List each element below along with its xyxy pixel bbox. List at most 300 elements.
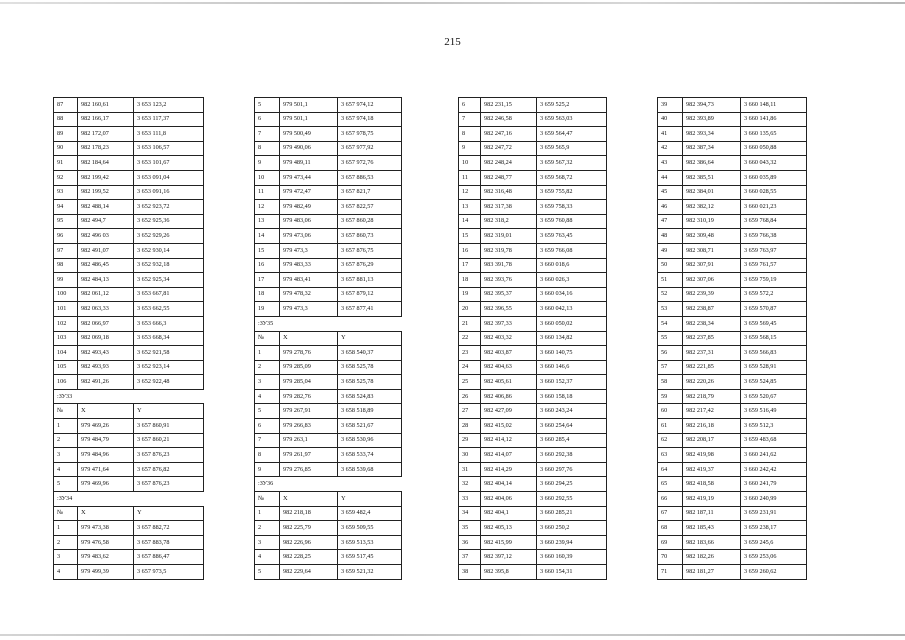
header-x: X — [78, 404, 134, 419]
table-row — [54, 214, 204, 229]
table-row — [54, 462, 204, 477]
point-number: 54 — [658, 316, 683, 331]
coordinate-y: 3 657 886,53 — [338, 170, 402, 185]
point-number: 65 — [658, 477, 683, 492]
coordinate-x: 979 473,3 — [280, 243, 338, 258]
coordinate-x: 979 285,09 — [280, 360, 338, 375]
coordinate-y: 3 657 881,13 — [338, 273, 402, 288]
coordinate-x: 982 318,2 — [481, 214, 537, 229]
coordinate-x: 982 415,99 — [481, 535, 537, 550]
table-row — [459, 492, 607, 507]
coordinate-y: 3 657 883,78 — [134, 535, 204, 550]
coordinate-x: 979 489,11 — [280, 156, 338, 171]
table-row — [658, 156, 807, 171]
point-number: 8 — [255, 141, 280, 156]
coordinate-y: 3 657 972,76 — [338, 156, 402, 171]
coordinate-y: 3 659 566,83 — [741, 346, 807, 361]
coordinate-x: 982 403,87 — [481, 346, 537, 361]
coordinate-x: 982 395,37 — [481, 287, 537, 302]
point-number: 61 — [658, 419, 683, 434]
table-row — [255, 170, 402, 185]
point-number: 32 — [459, 477, 481, 492]
coordinate-x: 982 178,23 — [78, 141, 134, 156]
coordinate-y: 3 659 525,2 — [537, 98, 607, 113]
table-row — [658, 521, 807, 536]
table-row — [255, 419, 402, 434]
point-number: 94 — [54, 200, 78, 215]
table-row — [459, 360, 607, 375]
table-row — [255, 535, 402, 550]
coordinate-x: 982 248,24 — [481, 156, 537, 171]
point-number: 2 — [255, 360, 280, 375]
table-row — [658, 462, 807, 477]
coordinate-x: 982 486,45 — [78, 258, 134, 273]
coordinate-x: 979 285,04 — [280, 375, 338, 390]
coordinate-y: 3 660 292,38 — [537, 448, 607, 463]
header-x: X — [280, 492, 338, 507]
point-number: 17 — [255, 273, 280, 288]
point-number: 98 — [54, 258, 78, 273]
coordinate-y: 3 659 513,53 — [338, 535, 402, 550]
coordinate-y: 3 658 539,68 — [338, 462, 402, 477]
coordinate-y: 3 657 877,41 — [338, 302, 402, 317]
table-row — [255, 404, 402, 419]
point-number: 69 — [658, 535, 683, 550]
table-row — [459, 229, 607, 244]
point-number: 89 — [54, 127, 78, 142]
point-number: 13 — [255, 214, 280, 229]
table-row — [255, 112, 402, 127]
coordinate-x: 982 172,07 — [78, 127, 134, 142]
coordinate-y: 3 659 512,3 — [741, 419, 807, 434]
coordinate-y: 3 659 567,32 — [537, 156, 607, 171]
coordinate-x: 979 469,96 — [78, 477, 134, 492]
coordinate-y: 3 660 285,21 — [537, 506, 607, 521]
coordinate-y: 3 659 572,2 — [741, 287, 807, 302]
point-number: 19 — [255, 302, 280, 317]
table-row — [459, 550, 607, 565]
point-number: 1 — [255, 506, 280, 521]
table-row — [658, 273, 807, 288]
table-row — [658, 433, 807, 448]
coordinate-x: 982 225,79 — [280, 521, 338, 536]
table-header-row — [54, 404, 204, 419]
point-number: 62 — [658, 433, 683, 448]
table-row — [459, 127, 607, 142]
coordinate-x: 979 478,32 — [280, 287, 338, 302]
coordinate-x: 979 278,76 — [280, 346, 338, 361]
coordinate-y: 3 660 285,4 — [537, 433, 607, 448]
table-row — [459, 521, 607, 536]
section-title-row — [255, 477, 402, 492]
coordinate-x: 982 066,97 — [78, 316, 134, 331]
point-number: 3 — [255, 375, 280, 390]
header-x: X — [280, 331, 338, 346]
point-number: 9 — [459, 141, 481, 156]
coordinate-y: 3 653 101,67 — [134, 156, 204, 171]
coordinate-x: 982 229,64 — [280, 565, 338, 580]
coordinate-x: 982 160,61 — [78, 98, 134, 113]
coordinate-y: 3 652 925,36 — [134, 214, 204, 229]
table-row — [658, 419, 807, 434]
coordinate-y: 3 660 050,02 — [537, 316, 607, 331]
coordinate-y: 3 657 879,12 — [338, 287, 402, 302]
table-row — [658, 360, 807, 375]
point-number: 7 — [459, 112, 481, 127]
coordinate-x: 982 414,07 — [481, 448, 537, 463]
coordinate-x: 982 414,29 — [481, 462, 537, 477]
point-number: 18 — [459, 273, 481, 288]
coordinate-y: 3 659 231,91 — [741, 506, 807, 521]
table-row — [459, 404, 607, 419]
coordinate-y: 3 653 106,57 — [134, 141, 204, 156]
coordinate-x: 982 307,91 — [683, 258, 741, 273]
table-row — [255, 521, 402, 536]
table-row — [459, 258, 607, 273]
point-number: 4 — [54, 565, 78, 580]
coordinate-y: 3 657 876,82 — [134, 462, 204, 477]
coordinate-y: 3 659 759,19 — [741, 273, 807, 288]
point-number: 8 — [459, 127, 481, 142]
table-row — [459, 477, 607, 492]
table-row — [54, 477, 204, 492]
coordinate-y: 3 660 241,79 — [741, 477, 807, 492]
coordinate-y: 3 660 239,94 — [537, 535, 607, 550]
coordinate-y: 3 660 158,18 — [537, 389, 607, 404]
coordinate-x: 982 239,39 — [683, 287, 741, 302]
point-number: 26 — [459, 389, 481, 404]
point-number: 63 — [658, 448, 683, 463]
coordinate-x: 979 471,64 — [78, 462, 134, 477]
point-number: 91 — [54, 156, 78, 171]
coordinate-y: 3 657 876,23 — [134, 477, 204, 492]
point-number: 10 — [255, 170, 280, 185]
table-row — [54, 360, 204, 375]
coordinate-x: 982 397,33 — [481, 316, 537, 331]
coordinate-y: 3 657 876,29 — [338, 258, 402, 273]
point-number: 47 — [658, 214, 683, 229]
point-number: 97 — [54, 243, 78, 258]
coordinate-x: 982 228,25 — [280, 550, 338, 565]
coordinate-x: 979 266,83 — [280, 419, 338, 434]
table-row — [54, 550, 204, 565]
coordinate-x: 979 276,85 — [280, 462, 338, 477]
table-row — [54, 112, 204, 127]
table-row — [255, 506, 402, 521]
coordinate-y: 3 660 243,24 — [537, 404, 607, 419]
coordinate-x: 982 397,12 — [481, 550, 537, 565]
table-header-row — [255, 492, 402, 507]
coordinate-x: 982 419,19 — [683, 492, 741, 507]
table-row — [459, 287, 607, 302]
point-number: 3 — [54, 550, 78, 565]
point-number: 18 — [255, 287, 280, 302]
coordinate-y: 3 659 524,85 — [741, 375, 807, 390]
table-row — [459, 273, 607, 288]
coordinate-x: 979 501,1 — [280, 112, 338, 127]
coordinate-x: 982 404,14 — [481, 477, 537, 492]
coordinate-x: 982 404,63 — [481, 360, 537, 375]
coordinate-y: 3 657 977,92 — [338, 141, 402, 156]
coordinate-x: 982 247,16 — [481, 127, 537, 142]
header-y: Y — [338, 331, 402, 346]
coordinate-y: 3 657 974,18 — [338, 112, 402, 127]
point-number: 87 — [54, 98, 78, 113]
point-number: 20 — [459, 302, 481, 317]
table-row — [255, 214, 402, 229]
section-title-row — [54, 389, 204, 404]
table-row — [658, 448, 807, 463]
table-row — [459, 448, 607, 463]
coordinates-table — [254, 97, 402, 580]
table-row — [459, 156, 607, 171]
table-row — [255, 375, 402, 390]
coordinate-y: 3 652 923,72 — [134, 200, 204, 215]
coordinate-y: 3 660 242,42 — [741, 462, 807, 477]
table-row — [658, 565, 807, 580]
coordinate-x: 979 263,1 — [280, 433, 338, 448]
coordinates-column-2 — [254, 97, 402, 580]
coordinate-y: 3 657 973,5 — [134, 565, 204, 580]
table-row — [658, 170, 807, 185]
point-number: 90 — [54, 141, 78, 156]
point-number: 28 — [459, 419, 481, 434]
coordinate-y: 3 658 540,37 — [338, 346, 402, 361]
coordinate-y: 3 652 923,14 — [134, 360, 204, 375]
table-row — [658, 243, 807, 258]
table-row — [255, 448, 402, 463]
table-row — [255, 360, 402, 375]
table-row — [54, 521, 204, 536]
coordinate-x: 982 493,93 — [78, 360, 134, 375]
table-row — [54, 200, 204, 215]
coordinate-x: 982 247,72 — [481, 141, 537, 156]
coordinate-x: 982 217,42 — [683, 404, 741, 419]
point-number: 3 — [255, 535, 280, 550]
point-number: 34 — [459, 506, 481, 521]
point-number: 6 — [255, 112, 280, 127]
header-y: Y — [134, 404, 204, 419]
section-title: :ЗУ33 — [54, 389, 204, 404]
point-number: 25 — [459, 375, 481, 390]
table-row — [54, 273, 204, 288]
table-row — [658, 214, 807, 229]
coordinates-table — [657, 97, 807, 580]
coordinate-y: 3 657 821,7 — [338, 185, 402, 200]
coordinate-x: 982 396,55 — [481, 302, 537, 317]
point-number: 51 — [658, 273, 683, 288]
coordinate-y: 3 652 925,34 — [134, 273, 204, 288]
header-y: Y — [134, 506, 204, 521]
coordinate-x: 982 183,66 — [683, 535, 741, 550]
point-number: 5 — [255, 565, 280, 580]
table-row — [255, 185, 402, 200]
coordinate-y: 3 660 254,64 — [537, 419, 607, 434]
coordinate-x: 982 221,85 — [683, 360, 741, 375]
point-number: 7 — [255, 433, 280, 448]
coordinate-x: 982 199,52 — [78, 185, 134, 200]
table-row — [54, 287, 204, 302]
point-number: 3 — [54, 448, 78, 463]
point-number: 39 — [658, 98, 683, 113]
table-row — [255, 127, 402, 142]
coordinate-y: 3 660 148,11 — [741, 98, 807, 113]
coordinate-x: 982 404,06 — [481, 492, 537, 507]
coordinate-x: 982 496 03 — [78, 229, 134, 244]
point-number: 22 — [459, 331, 481, 346]
coordinate-x: 982 317,38 — [481, 200, 537, 215]
table-row — [658, 316, 807, 331]
table-row — [459, 112, 607, 127]
table-row — [658, 200, 807, 215]
coordinates-column-3 — [458, 97, 607, 580]
coordinate-x: 982 238,87 — [683, 302, 741, 317]
point-number: 14 — [459, 214, 481, 229]
table-row — [658, 112, 807, 127]
coordinate-x: 982 393,89 — [683, 112, 741, 127]
table-row — [658, 535, 807, 550]
coordinate-y: 3 659 521,32 — [338, 565, 402, 580]
table-row — [54, 302, 204, 317]
coordinate-x: 982 484,13 — [78, 273, 134, 288]
table-row — [54, 433, 204, 448]
point-number: 11 — [255, 185, 280, 200]
table-row — [459, 214, 607, 229]
point-number: 101 — [54, 302, 78, 317]
point-number: 5 — [255, 404, 280, 419]
coordinate-x: 982 231,15 — [481, 98, 537, 113]
coordinate-y: 3 659 766,08 — [537, 243, 607, 258]
table-row — [459, 375, 607, 390]
table-row — [658, 346, 807, 361]
coordinate-y: 3 660 241,62 — [741, 448, 807, 463]
coordinate-y: 3 652 922,48 — [134, 375, 204, 390]
coordinate-x: 979 483,06 — [280, 214, 338, 229]
coordinate-x: 982 208,17 — [683, 433, 741, 448]
table-row — [54, 258, 204, 273]
point-number: 57 — [658, 360, 683, 375]
coordinate-y: 3 658 524,83 — [338, 389, 402, 404]
coordinate-x: 982 061,12 — [78, 287, 134, 302]
coordinate-y: 3 659 570,87 — [741, 302, 807, 317]
point-number: 5 — [54, 477, 78, 492]
table-row — [255, 287, 402, 302]
coordinate-y: 3 653 091,16 — [134, 185, 204, 200]
table-row — [54, 565, 204, 580]
table-header-row — [255, 331, 402, 346]
table-row — [459, 462, 607, 477]
point-number: 23 — [459, 346, 481, 361]
coordinate-y: 3 660 135,65 — [741, 127, 807, 142]
coordinate-y: 3 659 760,88 — [537, 214, 607, 229]
coordinate-x: 982 199,42 — [78, 170, 134, 185]
coordinate-x: 982 427,09 — [481, 404, 537, 419]
point-number: 13 — [459, 200, 481, 215]
point-number: 53 — [658, 302, 683, 317]
coordinate-x: 982 246,58 — [481, 112, 537, 127]
point-number: 93 — [54, 185, 78, 200]
coordinate-x: 982 218,79 — [683, 389, 741, 404]
point-number: 49 — [658, 243, 683, 258]
point-number: 105 — [54, 360, 78, 375]
point-number: 104 — [54, 346, 78, 361]
section-title-row — [255, 316, 402, 331]
coordinate-x: 982 418,58 — [683, 477, 741, 492]
point-number: 46 — [658, 200, 683, 215]
point-number: 21 — [459, 316, 481, 331]
table-row — [459, 243, 607, 258]
table-row — [255, 258, 402, 273]
coordinate-x: 979 476,58 — [78, 535, 134, 550]
coordinate-x: 982 182,26 — [683, 550, 741, 565]
table-row — [459, 433, 607, 448]
table-row — [658, 258, 807, 273]
table-row — [658, 477, 807, 492]
header-number: № — [54, 506, 78, 521]
point-number: 38 — [459, 565, 481, 580]
coordinate-y: 3 659 565,9 — [537, 141, 607, 156]
coordinate-x: 979 499,39 — [78, 565, 134, 580]
coordinate-x: 979 500,49 — [280, 127, 338, 142]
coordinate-y: 3 652 932,18 — [134, 258, 204, 273]
table-row — [255, 565, 402, 580]
coordinate-y: 3 660 294,25 — [537, 477, 607, 492]
coordinate-y: 3 659 768,84 — [741, 214, 807, 229]
coordinate-x: 982 184,64 — [78, 156, 134, 171]
coordinate-y: 3 660 018,6 — [537, 258, 607, 273]
table-row — [459, 331, 607, 346]
point-number: 5 — [255, 98, 280, 113]
table-row — [54, 127, 204, 142]
point-number: 1 — [255, 346, 280, 361]
section-title: :ЗУ34 — [54, 492, 204, 507]
table-header-row — [54, 506, 204, 521]
table-row — [255, 156, 402, 171]
table-row — [54, 156, 204, 171]
point-number: 100 — [54, 287, 78, 302]
coordinate-y: 3 659 528,91 — [741, 360, 807, 375]
point-number: 36 — [459, 535, 481, 550]
table-row — [658, 492, 807, 507]
point-number: 55 — [658, 331, 683, 346]
coordinate-y: 3 653 111,8 — [134, 127, 204, 142]
coordinate-y: 3 660 154,31 — [537, 565, 607, 580]
point-number: 27 — [459, 404, 481, 419]
coordinates-table — [53, 97, 204, 580]
coordinate-x: 982 404,1 — [481, 506, 537, 521]
table-row — [459, 389, 607, 404]
coordinate-y: 3 659 482,4 — [338, 506, 402, 521]
table-row — [54, 170, 204, 185]
coordinate-y: 3 659 569,45 — [741, 316, 807, 331]
point-number: 1 — [54, 521, 78, 536]
table-row — [658, 375, 807, 390]
point-number: 6 — [255, 419, 280, 434]
coordinate-y: 3 657 860,73 — [338, 229, 402, 244]
coordinate-x: 982 237,85 — [683, 331, 741, 346]
coordinate-x: 982 069,18 — [78, 331, 134, 346]
coordinate-y: 3 658 525,78 — [338, 375, 402, 390]
coordinate-y: 3 657 860,91 — [134, 419, 204, 434]
coordinate-x: 982 405,13 — [481, 521, 537, 536]
coordinate-y: 3 660 152,37 — [537, 375, 607, 390]
table-row — [255, 433, 402, 448]
coordinate-x: 982 166,17 — [78, 112, 134, 127]
table-row — [459, 506, 607, 521]
point-number: 52 — [658, 287, 683, 302]
coordinate-x: 982 491,07 — [78, 243, 134, 258]
header-number: № — [255, 492, 280, 507]
